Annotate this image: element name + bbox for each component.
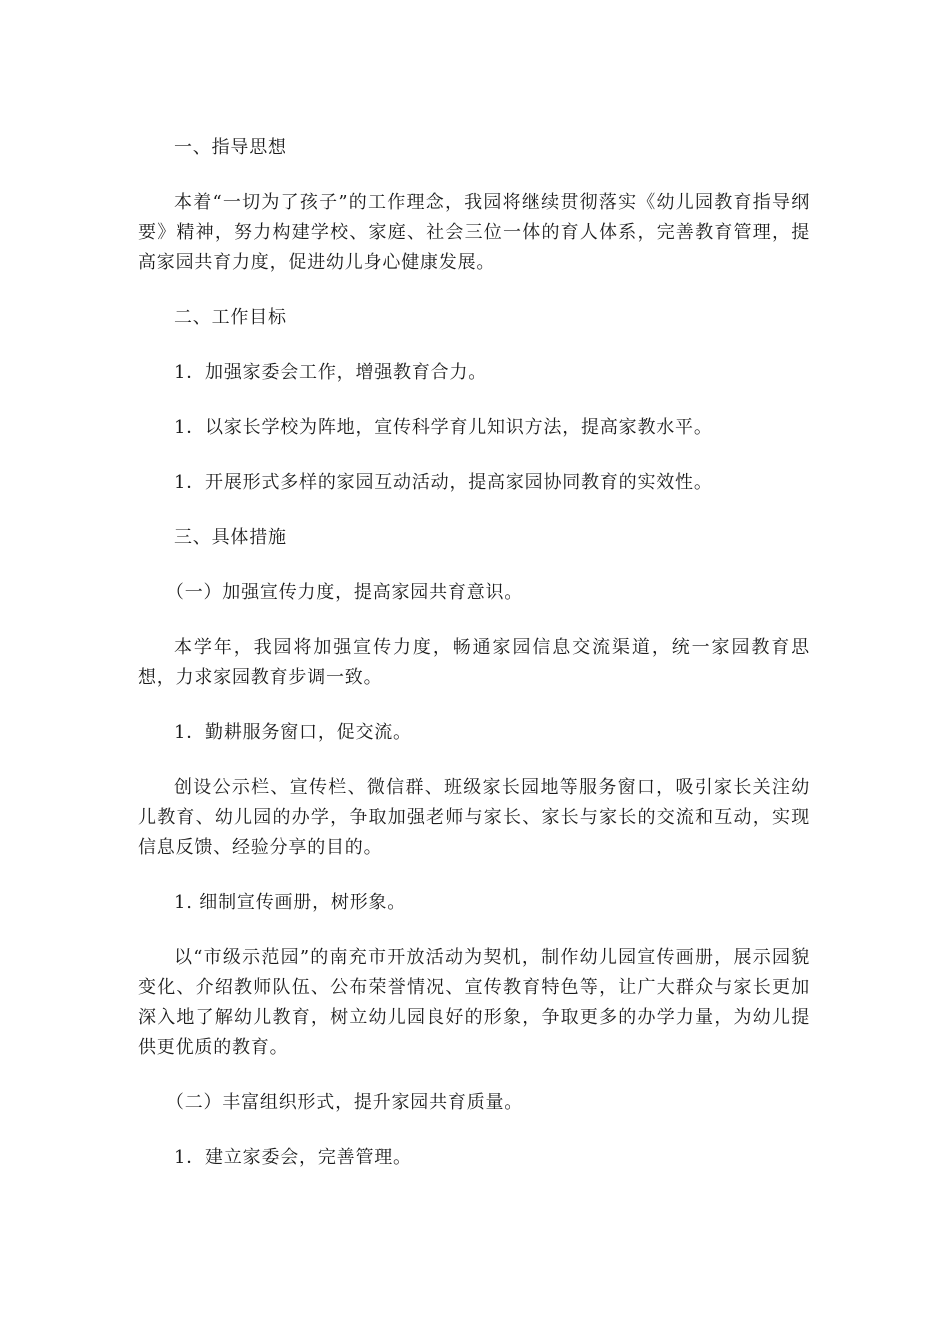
paragraph-service-window: 创设公示栏、宣传栏、微信群、班级家长园地等服务窗口，吸引家长关注幼儿教育、幼儿园的办学，争取加强老师与家长、家长与家长的交流和互动，实现信息反馈、经验分享的目的。: [138, 777, 810, 858]
list-item-parent-committee: 1．建立家委会，完善管理。: [174, 1147, 412, 1168]
subsection-heading-publicity: （一）加强宣传力度，提高家园共育意识。: [165, 582, 524, 603]
list-item-service-window: 1．勤耕服务窗口，促交流。: [174, 722, 412, 743]
goal-item-2: 1．以家长学校为阵地，宣传科学育儿知识方法，提高家教水平。: [174, 417, 713, 438]
goal-item-1: 1．加强家委会工作，增强教育合力。: [174, 362, 488, 383]
paragraph-guiding-thought: 本着“一切为了孩子”的工作理念，我园将继续贯彻落实《幼儿园教育指导纲要》精神，努力构建学校、家庭、社会三位一体的育人体系，完善教育管理，提高家园共育力度，促进幼儿身心健康发展。: [138, 192, 810, 273]
section-heading-measures: 三、具体措施: [174, 527, 287, 548]
section-heading-work-goals: 二、工作目标: [174, 307, 287, 328]
document-body: [138, 133, 810, 1198]
paragraph-brochure: 以“市级示范园”的南充市开放活动为契机，制作幼儿园宣传画册，展示园貌变化、介绍教师队伍、公布荣誉情况、宣传教育特色等，让广大群众与家长更加深入地了解幼儿教育，树立幼儿园良好的形象，争取更多的办学力量，为幼儿提供更优质的教育。: [138, 947, 810, 1058]
goal-item-3: 1．开展形式多样的家园互动活动，提高家园协同教育的实效性。: [174, 472, 713, 493]
list-item-brochure: 1. 细制宣传画册，树形象。: [174, 892, 407, 913]
paragraph-publicity-intro: 本学年，我园将加强宣传力度，畅通家园信息交流渠道，统一家园教育思想，力求家园教育步调一致。: [138, 637, 810, 688]
subsection-heading-organization: （二）丰富组织形式，提升家园共育质量。: [165, 1092, 524, 1113]
section-heading-guiding-thought: 一、指导思想: [174, 137, 287, 158]
